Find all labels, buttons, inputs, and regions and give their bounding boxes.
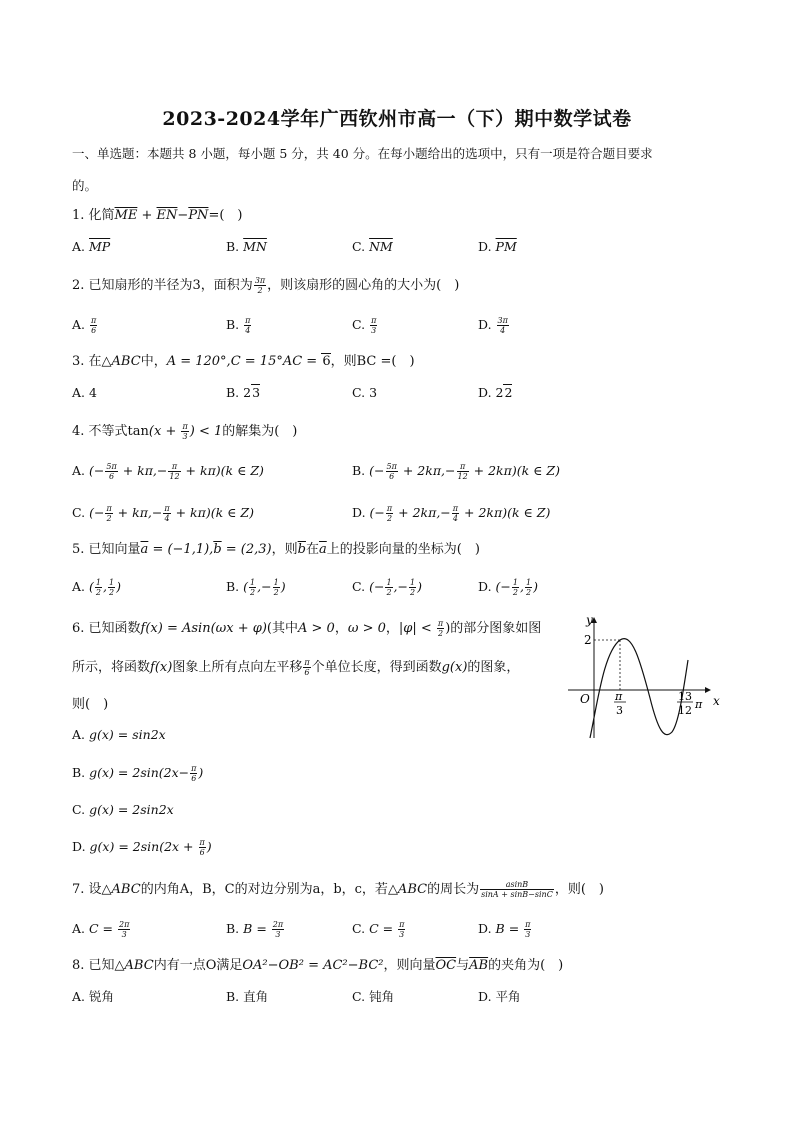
- q3-option-a[interactable]: A. 4: [72, 385, 97, 400]
- q3-option-b[interactable]: B. 23: [226, 385, 261, 400]
- q3-option-d[interactable]: D. 22: [478, 385, 513, 400]
- y-label: y: [586, 613, 593, 627]
- q6-option-a[interactable]: A. g(x) = sin2x: [72, 727, 166, 742]
- x-tick-pi-denominator: 3: [616, 704, 623, 717]
- q6-option-b[interactable]: B. g(x) = 2sin(2x− $\frac{\pi}{6}$ ): [72, 764, 204, 783]
- x-tick-13-pi: π: [695, 698, 703, 711]
- question-1: 1. 化简$\overline{ME} + \overline{EN}-\overline{PN}=$( ): [72, 208, 243, 223]
- y-peak-label: 2: [584, 633, 592, 647]
- question-2: 2. 已知扇形的半径为3，面积为 $\frac{3\pi}{2}$ ，则该扇形的圆心角的大小为( ): [72, 276, 460, 295]
- page-title: 2023-2024学年广西钦州市高一（下）期中数学试卷: [162, 108, 632, 130]
- x-label: x: [713, 694, 720, 708]
- q4-option-a[interactable]: A. (− $\frac{5\pi}{6}$ + kπ,− $\frac{\pi}{12}$ + kπ)(k ∈ Z): [72, 462, 264, 481]
- q2-option-d[interactable]: D. $\frac{3\pi}{4}$: [478, 316, 508, 335]
- q4-option-b[interactable]: B. (− $\frac{5\pi}{6}$ + 2kπ,− $\frac{\pi}{12}$ + 2kπ)(k ∈ Z): [352, 462, 560, 481]
- sine-curve: [590, 639, 688, 738]
- q8-option-b[interactable]: B. 直角: [226, 989, 269, 1004]
- question-6-line3: 则( ): [72, 697, 109, 712]
- q1-option-d[interactable]: D. $\overline{PM}$: [478, 239, 517, 254]
- q6-function-graph: [560, 610, 730, 742]
- question-6-line2: 所示，将函数f(x)图象上所有点向左平移 $\frac{\pi}{6}$ 个单位长度，得到函数g(x)的图象，: [72, 658, 520, 677]
- q1-option-b[interactable]: B. $\overline{MN}$: [226, 239, 267, 254]
- q5-option-d[interactable]: D. (− $\frac{1}{2}$ , $\frac{1}{2}$ ): [478, 578, 538, 597]
- section-instructions-line1: 一、单选题：本题共 8 小题，每小题 5 分，共 40 分。在每小题给出的选项中，只有一项是符合题目要求: [72, 146, 653, 161]
- q1-option-c[interactable]: C. $\overline{NM}$: [352, 239, 393, 254]
- q8-option-d[interactable]: D. 平角: [478, 989, 521, 1004]
- origin-label: O: [580, 692, 590, 706]
- q3-option-c[interactable]: C. 3: [352, 385, 378, 400]
- q7-option-c[interactable]: C. C = $\frac{\pi}{3}$: [352, 920, 405, 939]
- x-tick-13-denominator: 12: [678, 704, 692, 717]
- question-8: 8. 已知△ABC内有一点O满足OA²−OB² = AC²−BC²，则向量$\overline{OC}$与$\overline{AB}$的夹角为( ): [72, 958, 564, 973]
- q2-option-b[interactable]: B. $\frac{\pi}{4}$: [226, 316, 251, 335]
- q6-option-c[interactable]: C. g(x) = 2sin2x: [72, 802, 174, 817]
- question-7: 7. 设△ABC的内角A，B，C的对边分别为a，b，c，若△ABC的周长为 $\frac{asinB}{\sin A + \sin B-\sin C}$ ，则( ): [72, 880, 604, 899]
- x-tick-pi-numerator: π: [615, 690, 623, 703]
- q8-option-c[interactable]: C. 钝角: [352, 989, 395, 1004]
- q2-option-a[interactable]: A. $\frac{\pi}{6}$: [72, 316, 97, 335]
- x-tick-13-numerator: 13: [678, 690, 692, 703]
- question-4: 4. 不等式tan(x + $\frac{\pi}{3}$ ) < 1的解集为( ): [72, 422, 298, 441]
- question-5: 5. 已知向量$\overline{a} = (-1,1),\overline{b} = (2,3)$，则$\overline{b}$在$\overline{a}$上的投影向量的坐标为( ): [72, 542, 480, 557]
- q5-option-a[interactable]: A. ( $\frac{1}{2}$ , $\frac{1}{2}$ ): [72, 578, 121, 597]
- q7-option-a[interactable]: A. C = $\frac{2\pi}{3}$: [72, 920, 130, 939]
- q2-option-c[interactable]: C. $\frac{\pi}{3}$: [352, 316, 377, 335]
- q6-option-d[interactable]: D. g(x) = 2sin(2x + $\frac{\pi}{6}$ ): [72, 838, 212, 857]
- q7-option-d[interactable]: D. B = $\frac{\pi}{3}$: [478, 920, 531, 939]
- q4-option-c[interactable]: C. (− $\frac{\pi}{2}$ + kπ,− $\frac{\pi}{4}$ + kπ)(k ∈ Z): [72, 504, 254, 523]
- q7-option-b[interactable]: B. B = $\frac{2\pi}{3}$: [226, 920, 284, 939]
- q8-option-a[interactable]: A. 锐角: [72, 989, 114, 1004]
- question-3: 3. 在△ABC中，A = 120°,C = 15°AC = 6，则BC =( ): [72, 354, 415, 369]
- section-instructions-line2: 的。: [72, 178, 98, 193]
- q5-option-b[interactable]: B. ( $\frac{1}{2}$ ,− $\frac{1}{2}$ ): [226, 578, 286, 597]
- q4-option-d[interactable]: D. (− $\frac{\pi}{2}$ + 2kπ,− $\frac{\pi}{4}$ + 2kπ)(k ∈ Z): [352, 504, 551, 523]
- q1-option-a[interactable]: A. $\overline{MP}$: [72, 239, 111, 254]
- question-6-line1: 6. 已知函数f(x) = Asin(ωx + φ)(其中A > 0，ω > 0，|φ| < $\frac{\pi}{2}$ )的部分图象如图: [72, 619, 542, 638]
- q5-option-c[interactable]: C. (− $\frac{1}{2}$ ,− $\frac{1}{2}$ ): [352, 578, 422, 597]
